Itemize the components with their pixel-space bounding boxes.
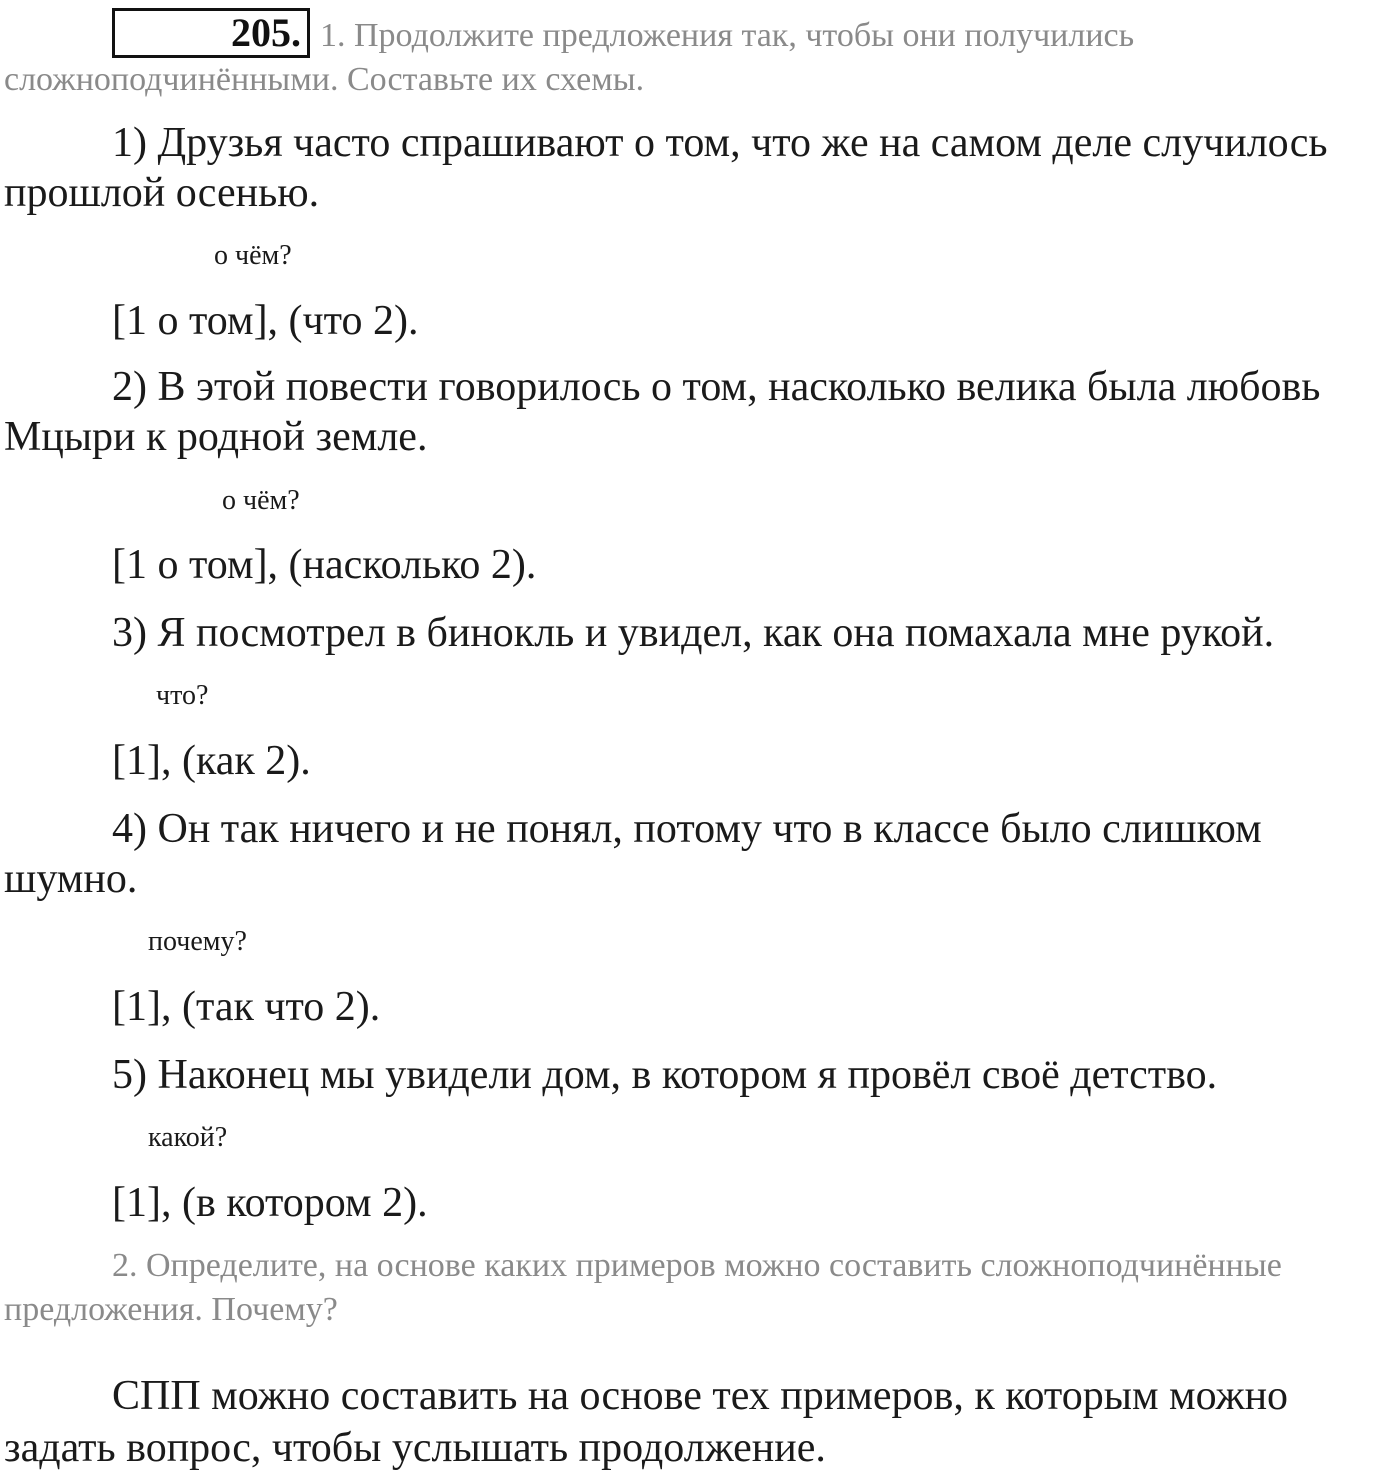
scheme-2: [1 о том], (насколько 2).: [112, 542, 537, 588]
task-1-text: 1. Продолжите предложения так, чтобы они получились сложноподчинёнными. Составьте их схемы.: [4, 17, 1135, 98]
scheme-3: [1], (как 2).: [112, 738, 311, 784]
question-2: о чём?: [222, 485, 300, 516]
sentence-4: 4) Он так ничего и не понял, потому что в классе было слишком шумно.: [4, 806, 1262, 902]
scheme-4: [1], (так что 2).: [112, 984, 381, 1030]
task-2-instruction: 2. Определите, на основе каких примеров можно составить сложноподчинённые предложения. Почему?: [4, 1247, 1282, 1328]
scheme-5: [1], (в котором 2).: [112, 1180, 428, 1226]
question-3: что?: [156, 680, 209, 711]
task-1-instruction: [4, 8, 1394, 102]
sentence-5: 5) Наконец мы увидели дом, в котором я провёл своё детство.: [112, 1052, 1218, 1098]
answer-text: СПП можно составить на основе тех примеров, к которым можно задать вопрос, чтобы услышать продолжение.: [4, 1373, 1289, 1471]
sentence-3: 3) Я посмотрел в бинокль и увидел, как она помахала мне рукой.: [112, 610, 1275, 656]
question-1: о чём?: [214, 240, 292, 271]
sentence-1: 1) Друзья часто спрашивают о том, что же на самом деле случилось прошлой осенью.: [4, 120, 1328, 216]
exercise-number: 205.: [112, 8, 310, 58]
scheme-1: [1 о том], (что 2).: [112, 298, 419, 344]
question-5: какой?: [148, 1122, 228, 1153]
question-4: почему?: [148, 926, 247, 957]
sentence-2: 2) В этой повести говорилось о том, насколько велика была любовь Мцыри к родной земле.: [4, 364, 1321, 460]
